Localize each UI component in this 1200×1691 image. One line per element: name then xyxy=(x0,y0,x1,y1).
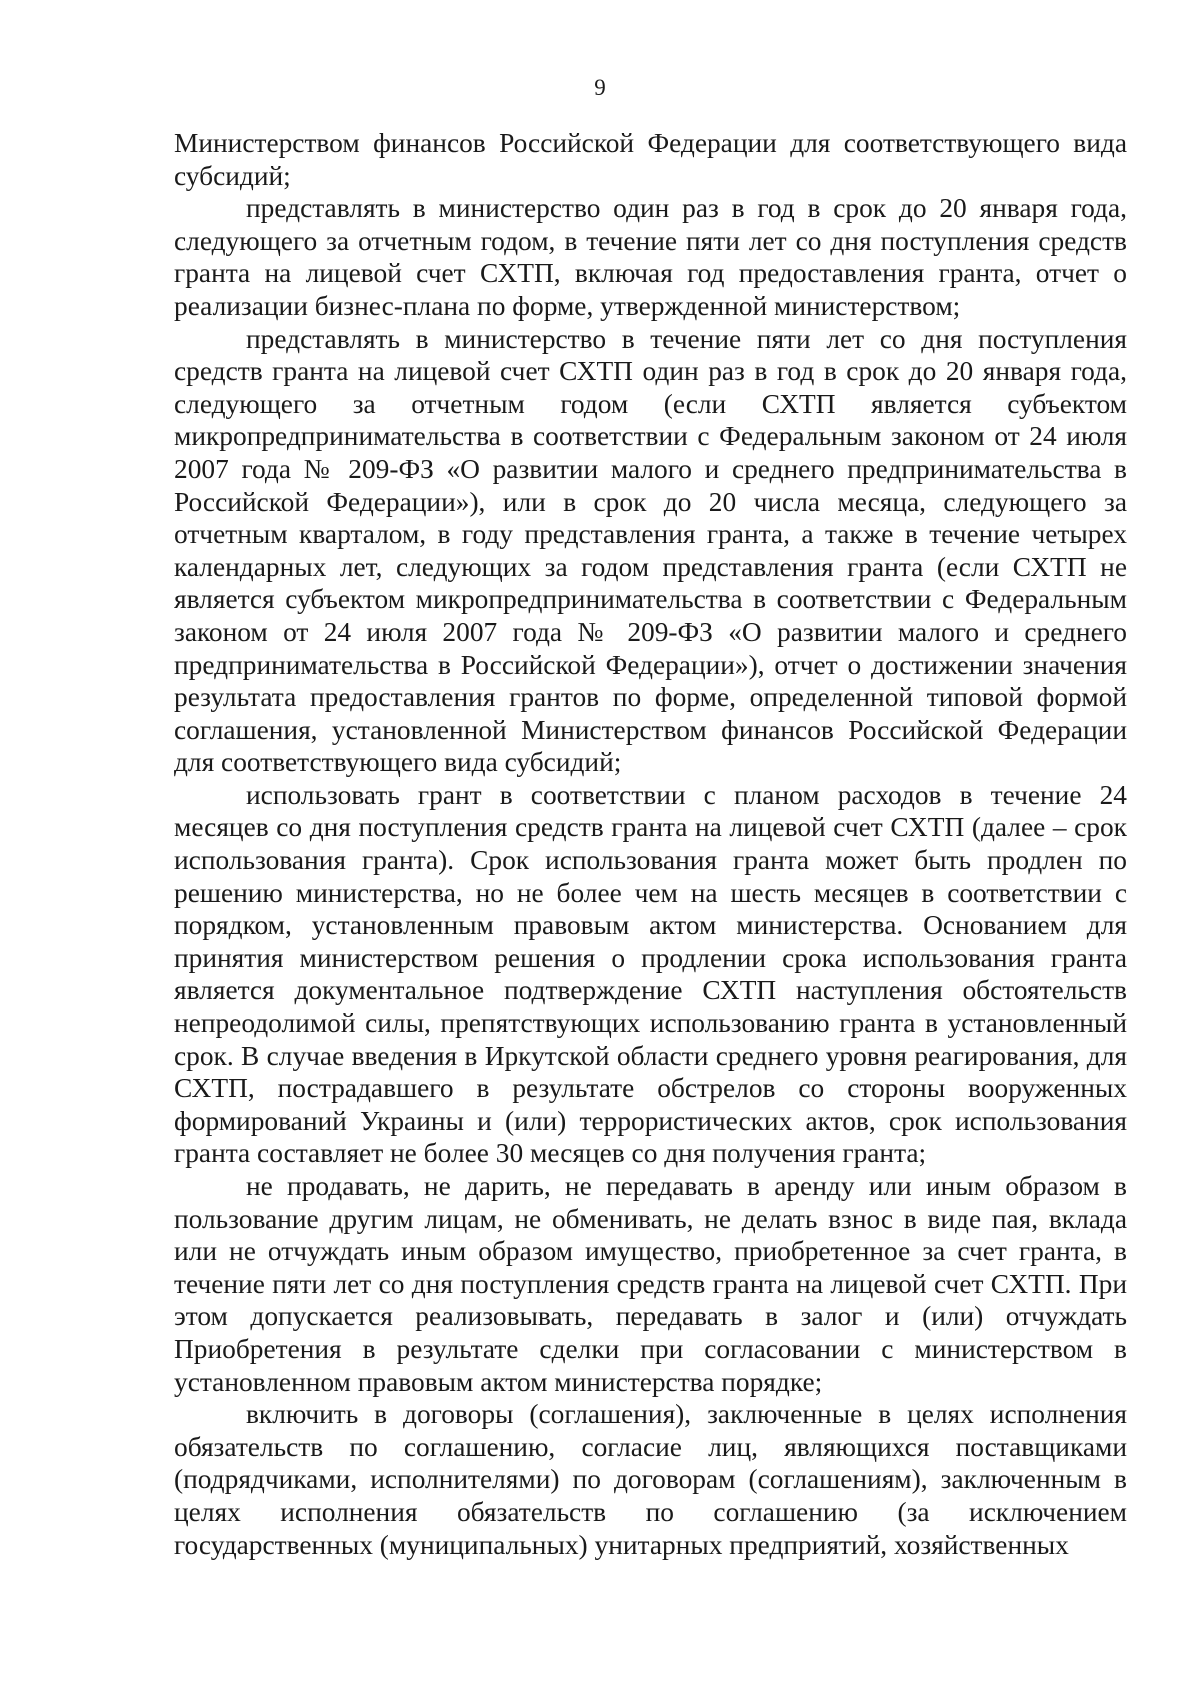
paragraph-continuation: Министерством финансов Российской Федерации для соответствующего вида субсидий; xyxy=(174,128,1127,191)
paragraph-contracts-consent: включить в договоры (соглашения), заключенные в целях исполнения обязательств по соглашению, согласие лиц, являющихся поставщиками (подрядчиками, исполнителями) по договорам (соглашениям), заключенным в целях исполнения обязательств по соглашению (за исключением государственных (муниципальных) унитарных предприятий, хозяйственных xyxy=(174,1399,1127,1560)
paragraph-property-restrictions: не продавать, не дарить, не передавать в аренду или иным образом в пользование другим лицам, не обменивать, не делать взнос в виде пая, вклада или не отчуждать иным образом имущество, приобретенное за счет гранта, в течение пяти лет со дня поступления средств гранта на лицевой счет СХТП. При этом допускается реализовывать, передавать в залог и (или) отчуждать Приобретения в результате сделки при согласовании с министерством в установленном правовым актом министерства порядке; xyxy=(174,1171,1127,1397)
document-body xyxy=(174,127,1127,1561)
page-number: 9 xyxy=(594,75,606,100)
paragraph-grant-usage-term: использовать грант в соответствии с планом расходов в течение 24 месяцев со дня поступления средств гранта на лицевой счет СХТП (далее – срок использования гранта). Срок использования гранта может быть продлен по решению министерства, но не более чем на шесть месяцев в соответствии с порядком, установленным правовым актом министерства. Основанием для принятия министерством решения о продлении срока использования гранта является документальное подтверждение СХТП наступления обстоятельств непреодолимой силы, препятствующих использованию гранта в установленный срок. В случае введения в Иркутской области среднего уровня реагирования, для СХТП, пострадавшего в результате обстрелов со стороны вооруженных формирований Украины и (или) террористических актов, срок использования гранта составляет не более 30 месяцев со дня получения гранта; xyxy=(174,779,1127,1169)
paragraph-annual-business-plan-report: представлять в министерство один раз в год в срок до 20 января года, следующего за отчетным годом, в течение пяти лет со дня поступления средств гранта на лицевой счет СХТП, включая год предоставления гранта, отчет о реализации бизнес-плана по форме, утвержденной министерством; xyxy=(174,193,1127,321)
paragraph-result-achievement-report: представлять в министерство в течение пяти лет со дня поступления средств гранта на лицевой счет СХТП один раз в год в срок до 20 января года, следующего за отчетным годом (если СХТП является субъектом микропредпринимательства в соответствии с Федеральным законом от 24 июля 2007 года № 209-ФЗ «О развитии малого и среднего предпринимательства в Российской Федерации»), или в срок до 20 числа месяца, следующего за отчетным кварталом, в году представления гранта, а также в течение четырех календарных лет, следующих за годом представления гранта (если СХТП не является субъектом микропредпринимательства в соответствии с Федеральным законом от 24 июля 2007 года № 209-ФЗ «О развитии малого и среднего предпринимательства в Российской Федерации»), отчет о достижении значения результата предоставления грантов по форме, определенной типовой формой соглашения, установленной Министерством финансов Российской Федерации для соответствующего вида субсидий; xyxy=(174,323,1127,778)
